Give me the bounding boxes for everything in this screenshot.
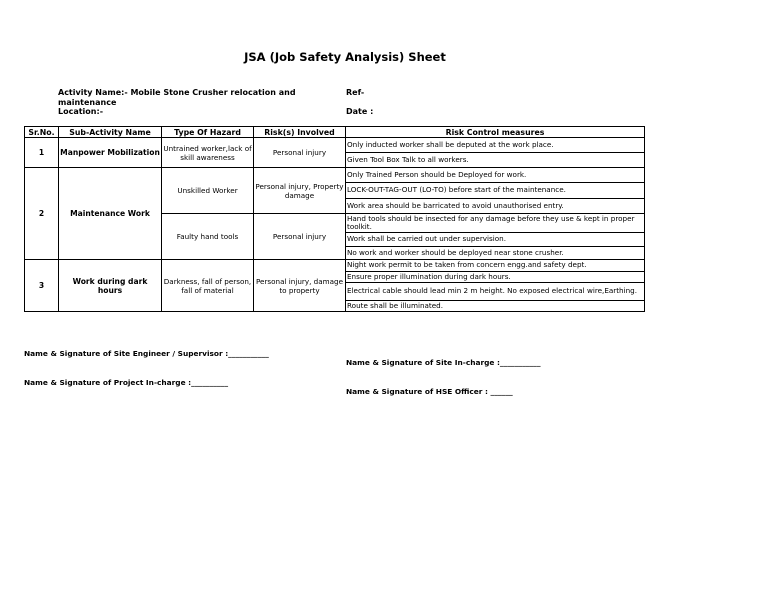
- hazard-cell: Darkness, fall of person, fall of material: [162, 260, 254, 312]
- location-label: Location:-: [58, 107, 104, 116]
- control-cell: Route shall be illuminated.: [346, 301, 645, 312]
- control-cell: Electrical cable should lead min 2 m height. No exposed electrical wire,Earthing.: [346, 283, 645, 301]
- control-cell: No work and worker should be deployed near stone crusher.: [346, 247, 645, 260]
- risk-cell: Personal injury: [254, 214, 346, 260]
- sr-cell: 3: [25, 260, 59, 312]
- control-cell: Hand tools should be insected for any damage before they use & kept in proper toolkit.: [346, 214, 645, 233]
- control-cell: LOCK-OUT-TAG-OUT (LO-TO) before start of the maintenance.: [346, 183, 645, 199]
- sub-activity-cell: Maintenance Work: [59, 168, 162, 260]
- table-row: [25, 260, 645, 272]
- control-cell: Ensure proper illumination during dark hours.: [346, 272, 645, 283]
- risk-cell: Personal injury: [254, 138, 346, 168]
- table-row: [25, 168, 645, 183]
- page-title: JSA (Job Safety Analysis) Sheet: [244, 50, 446, 64]
- col-header: Sub-Activity Name: [59, 127, 162, 138]
- hazard-cell: Unskilled Worker: [162, 168, 254, 214]
- project-incharge-signature: Name & Signature of Project In-charge :__________: [24, 378, 229, 387]
- site-engineer-signature: Name & Signature of Site Engineer / Supervisor :___________: [24, 349, 269, 358]
- control-cell: Work shall be carried out under supervision.: [346, 233, 645, 247]
- hazard-cell: Faulty hand tools: [162, 214, 254, 260]
- ref-label: Ref-: [346, 88, 365, 97]
- col-header: Type Of Hazard: [162, 127, 254, 138]
- control-cell: Only Trained Person should be Deployed for work.: [346, 168, 645, 183]
- sr-cell: 2: [25, 168, 59, 260]
- control-cell: Given Tool Box Talk to all workers.: [346, 153, 645, 168]
- table-row: [25, 138, 645, 153]
- activity-block: [58, 88, 296, 117]
- hazard-cell: Untrained worker,lack of skill awareness: [162, 138, 254, 168]
- table-header-row: [25, 127, 645, 138]
- sub-activity-cell: Manpower Mobilization: [59, 138, 162, 168]
- jsa-table: [24, 126, 645, 312]
- risk-cell: Personal injury, damage to property: [254, 260, 346, 312]
- risk-cell: Personal injury, Property damage: [254, 168, 346, 214]
- col-header: Risk Control measures: [346, 127, 645, 138]
- control-cell: Night work permit to be taken from concern engg.and safety dept.: [346, 260, 645, 272]
- site-incharge-signature: Name & Signature of Site In-charge :___________: [346, 358, 541, 367]
- control-cell: Work area should be barricated to avoid unauthorised entry.: [346, 199, 645, 214]
- date-label: Date :: [346, 107, 374, 116]
- activity-name-cont: maintenance: [58, 97, 117, 107]
- sub-activity-cell: Work during dark hours: [59, 260, 162, 312]
- activity-name: Activity Name:- Mobile Stone Crusher relocation and: [58, 88, 296, 97]
- sr-cell: 1: [25, 138, 59, 168]
- col-header: Risk(s) Involved: [254, 127, 346, 138]
- col-header: Sr.No.: [25, 127, 59, 138]
- control-cell: Only inducted worker shall be deputed at the work place.: [346, 138, 645, 153]
- hse-officer-signature: Name & Signature of HSE Officer : ______: [346, 387, 513, 396]
